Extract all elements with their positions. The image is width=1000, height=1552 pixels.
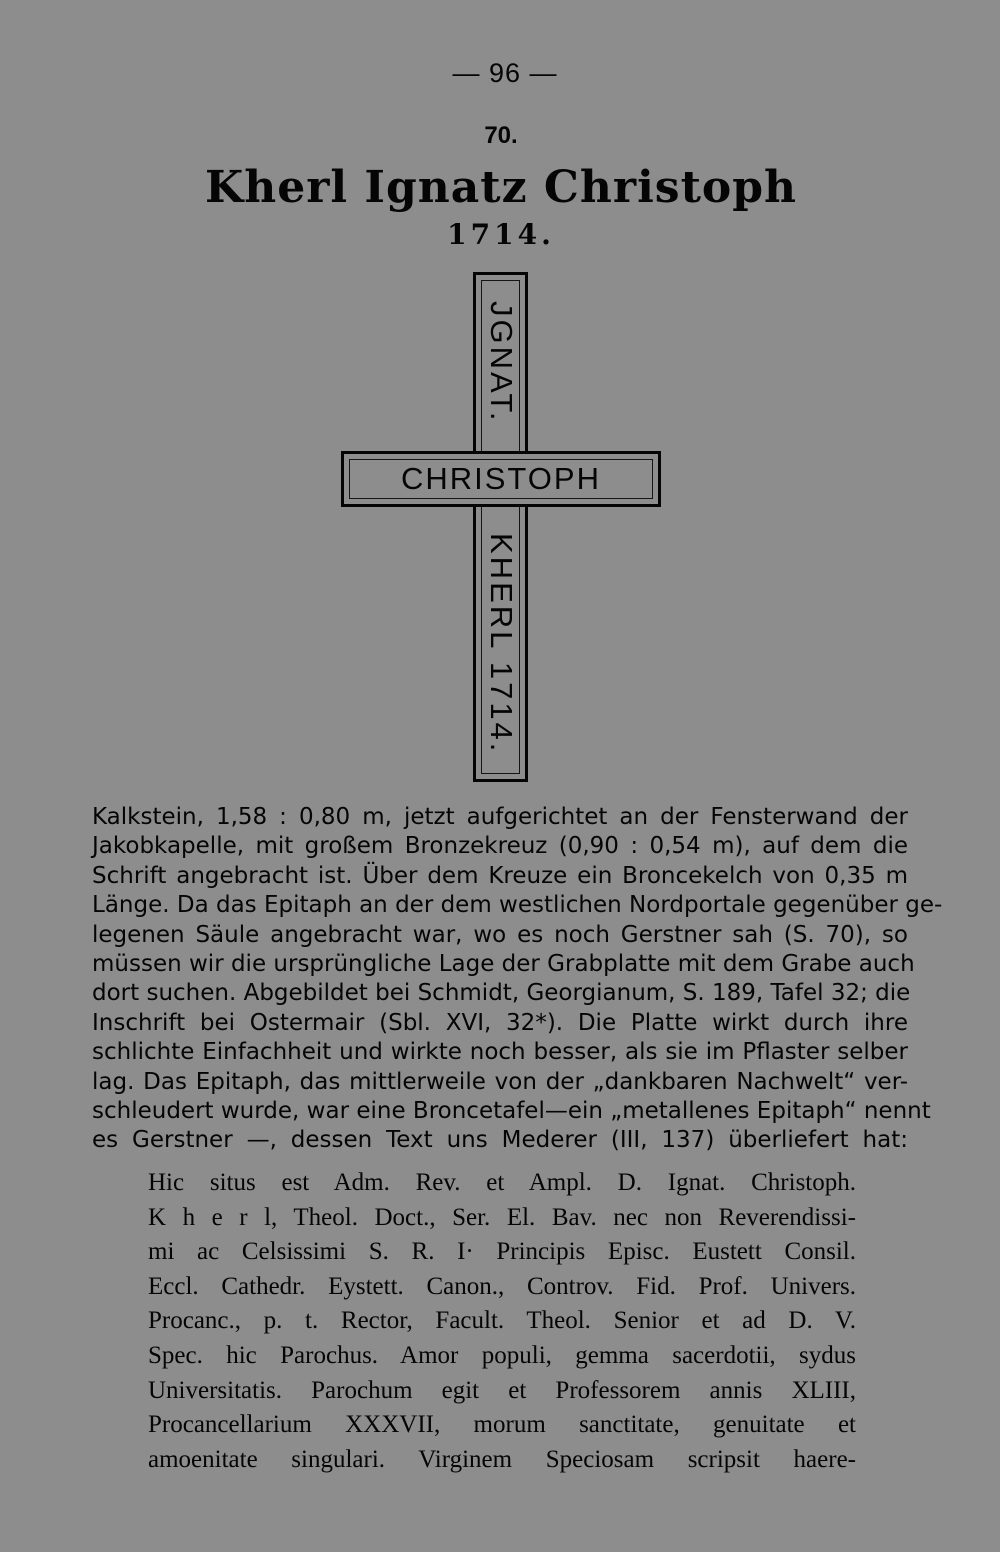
inscription-line: Procancellarium XXXVII, morum sanctitate, genuitate et (148, 1411, 856, 1439)
description-line: schleudert wurde, war eine Broncetafel—ein „metallenes Epitaph“ nennt (92, 1098, 931, 1125)
description-line: es Gerstner —, dessen Text uns Mederer (III, 137) überliefert hat: (92, 1127, 908, 1154)
inscription-line: amoenitate singulari. Virginem Speciosam scripsit haere- (148, 1445, 856, 1473)
description-paragraph (92, 803, 943, 1156)
page-title: Kherl Ignatz Christoph (204, 162, 798, 213)
inscription-line: K h e r l, Theol. Doct., Ser. El. Bav. nec non Reverendissi- (148, 1203, 856, 1231)
inscription-line: Spec. hic Parochus. Amor populi, gemma sacerdotii, sydus (148, 1341, 856, 1369)
inscription-line: Universitatis. Parochum egit et Professorem annis XLIII, (148, 1376, 856, 1404)
description-line: dort suchen. Abgebildet bei Schmidt, Georgianum, S. 189, Tafel 32; die (92, 980, 911, 1007)
description-line: Schrift angebracht ist. Über dem Kreuze ein Broncekelch von 0,35 m (92, 862, 908, 889)
inscription-line: mi ac Celsissimi S. R. I· Principis Episc. Eustett Consil. (148, 1238, 856, 1266)
inscription-text (148, 1166, 856, 1477)
year-heading: 1714. (447, 218, 555, 251)
cross-horizontal-beam (341, 451, 661, 507)
description-line: Länge. Da das Epitaph an der dem westlichen Nordportale gegenüber ge- (92, 892, 943, 919)
description-line: schlichte Einfachheit und wirkte noch besser, als sie im Pflaster selber (92, 1039, 908, 1066)
entry-number: 70. (484, 122, 518, 149)
description-line: Inschrift bei Ostermair (Sbl. XVI, 32*). Die Platte wirkt durch ihre (92, 1009, 908, 1036)
description-line: müssen wir die ursprüngliche Lage der Grabplatte mit dem Grabe auch (92, 951, 915, 978)
description-line: Jakobkapelle, mit großem Bronzekreuz (0,90 : 0,54 m), auf dem die (92, 833, 908, 860)
description-line: Kalkstein, 1,58 : 0,80 m, jetzt aufgerichtet an der Fensterwand der (92, 804, 908, 830)
inscription-line: Hic situs est Adm. Rev. et Ampl. D. Ignat. Christoph. (148, 1169, 856, 1196)
inscription-line: Eccl. Cathedr. Eystett. Canon., Controv. Fid. Prof. Univers. (148, 1272, 856, 1300)
cross-vertical-top-text: JGNAT. (484, 300, 519, 424)
inscription-line: Procanc., p. t. Rector, Facult. Theol. Senior et ad D. V. (148, 1307, 856, 1335)
description-line: legenen Säule angebracht war, wo es noch Gerstner sah (S. 70), so (92, 921, 908, 948)
page-number: — 96 — (452, 58, 558, 88)
cross-vertical-bottom-text: KHERL 1714. (484, 533, 519, 755)
cross-horizontal-text: CHRISTOPH (400, 461, 601, 496)
description-line: lag. Das Epitaph, das mittlerweile von der „dankbaren Nachwelt“ ver- (92, 1068, 908, 1095)
